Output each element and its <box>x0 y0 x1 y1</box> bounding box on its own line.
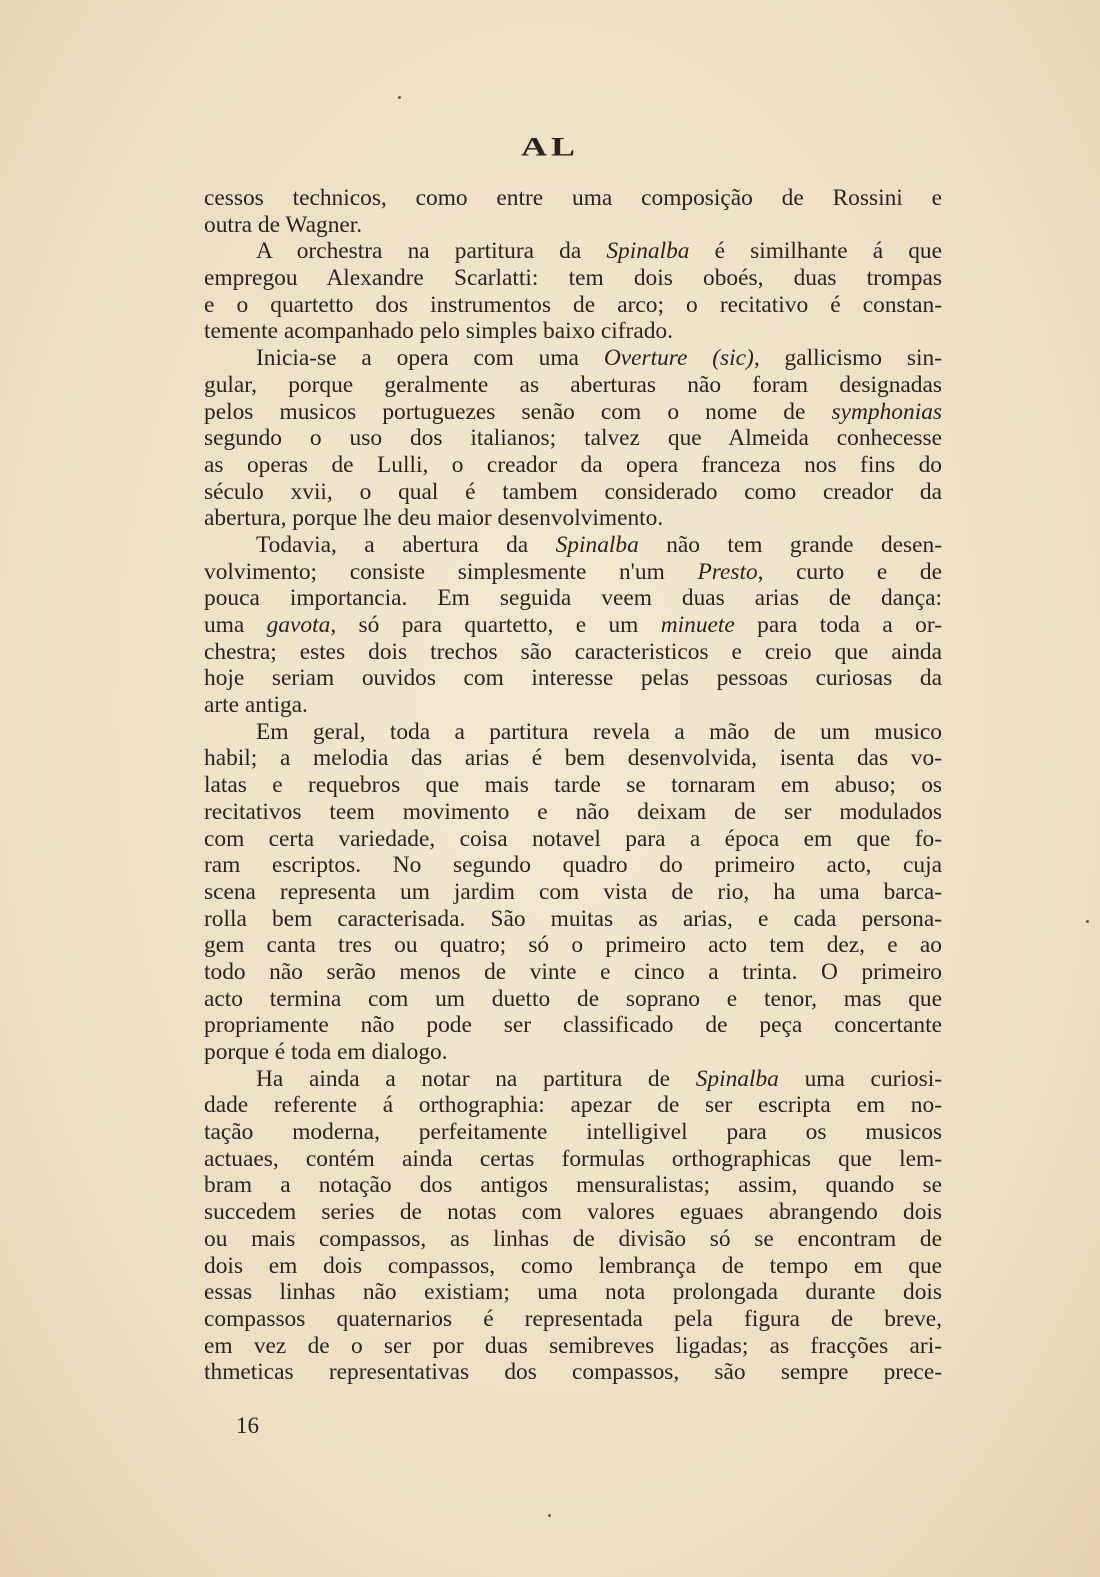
text-line: actuaes, contém ainda certas formulas orthographicas que lem- <box>204 1145 942 1172</box>
ink-speck <box>548 1514 551 1517</box>
text-line: A orchestra na partitura da Spinalba é similhante á que <box>256 238 942 265</box>
body-text <box>204 185 942 1386</box>
text-line: scena representa um jardim com vista de rio, ha uma barca- <box>204 878 942 905</box>
text-line: recitativos teem movimento e não deixam de ser modulados <box>204 798 942 825</box>
text-line: essas linhas não existiam; uma nota prolongada durante dois <box>204 1279 942 1306</box>
text-line: gem canta tres ou quatro; só o primeiro acto tem dez, e ao <box>204 932 942 959</box>
text-line: as operas de Lulli, o creador da opera franceza nos fins do <box>204 451 942 478</box>
text-line: outra de Wagner. <box>204 211 363 238</box>
text-line: século xvii, o qual é tambem considerado como creador da <box>204 478 942 505</box>
text-line: em vez de o ser por duas semibreves ligadas; as fracções ari- <box>204 1332 942 1359</box>
text-line: tação moderna, perfeitamente intelligivel para os musicos <box>204 1119 942 1146</box>
text-line: segundo o uso dos italianos; talvez que Almeida conhecesse <box>204 425 942 452</box>
text-line: acto termina com um duetto de soprano e tenor, mas que <box>204 985 942 1012</box>
text-line: pouca importancia. Em seguida veem duas arias de dança: <box>204 585 942 612</box>
text-line: todo não serão menos de vinte e cinco a trinta. O primeiro <box>204 958 942 985</box>
text-line: latas e requebros que mais tarde se tornaram em abuso; os <box>204 772 942 799</box>
text-line: volvimento; consiste simplesmente n'um Presto, curto e de <box>204 558 942 585</box>
text-line: e o quartetto dos instrumentos de arco; o recitativo é constan- <box>204 291 942 318</box>
text-line: cessos technicos, como entre uma composição de Rossini e <box>204 185 942 211</box>
text-line: chestra; estes dois trechos são caracteristicos e creio que ainda <box>204 638 942 665</box>
ink-speck <box>1086 920 1089 923</box>
text-line: succedem series de notas com valores eguaes abrangendo dois <box>204 1199 942 1226</box>
text-line: habil; a melodia das arias é bem desenvolvida, isenta das vo- <box>204 745 942 772</box>
text-line: Todavia, a abertura da Spinalba não tem grande desen- <box>256 531 942 558</box>
text-line: porque é toda em dialogo. <box>204 1039 448 1065</box>
text-line: ram escriptos. No segundo quadro do primeiro acto, cuja <box>204 852 942 879</box>
text-line: gular, porque geralmente as aberturas não foram designadas <box>204 371 942 398</box>
text-line: abertura, porque lhe deu maior desenvolvimento. <box>204 505 664 532</box>
text-line: temente acompanhado pelo simples baixo cifrado. <box>204 318 673 345</box>
text-line: com certa variedade, coisa notavel para a época em que fo- <box>204 825 942 852</box>
text-line: compassos quaternarios é representada pela figura de breve, <box>204 1305 942 1332</box>
text-line: Em geral, toda a partitura revela a mão de um musico <box>256 718 942 745</box>
signature-mark: 16 <box>236 1413 259 1438</box>
text-line: propriamente não pode ser classificado de peça concertante <box>204 1012 942 1039</box>
text-line: bram a notação dos antigos mensuralistas; assim, quando se <box>204 1172 942 1199</box>
text-line: thmeticas representativas dos compassos, são sempre prece- <box>204 1359 942 1386</box>
text-line: ou mais compassos, as linhas de divisão só se encontram de <box>204 1225 942 1252</box>
text-line: pelos musicos portuguezes senão com o nome de symphonias <box>204 398 942 425</box>
text-line: arte antiga. <box>204 692 308 719</box>
running-head: AL <box>520 132 579 162</box>
text-line: dois em dois compassos, como lembrança de tempo em que <box>204 1252 942 1279</box>
text-line: hoje seriam ouvidos com interesse pelas pessoas curiosas da <box>204 665 942 692</box>
text-line: dade referente á orthographia: apezar de ser escripta em no- <box>204 1092 942 1119</box>
text-line: Inicia-se a opera com uma Overture (sic), gallicismo sin- <box>256 345 942 372</box>
ink-speck <box>398 96 401 99</box>
text-line: rolla bem caracterisada. São muitas as arias, e cada persona- <box>204 905 942 932</box>
text-line: uma gavota, só para quartetto, e um minuete para toda a or- <box>204 612 942 638</box>
text-line: Ha ainda a notar na partitura de Spinalba uma curiosi- <box>256 1065 943 1092</box>
text-line: empregou Alexandre Scarlatti: tem dois oboés, duas trompas <box>204 265 942 292</box>
